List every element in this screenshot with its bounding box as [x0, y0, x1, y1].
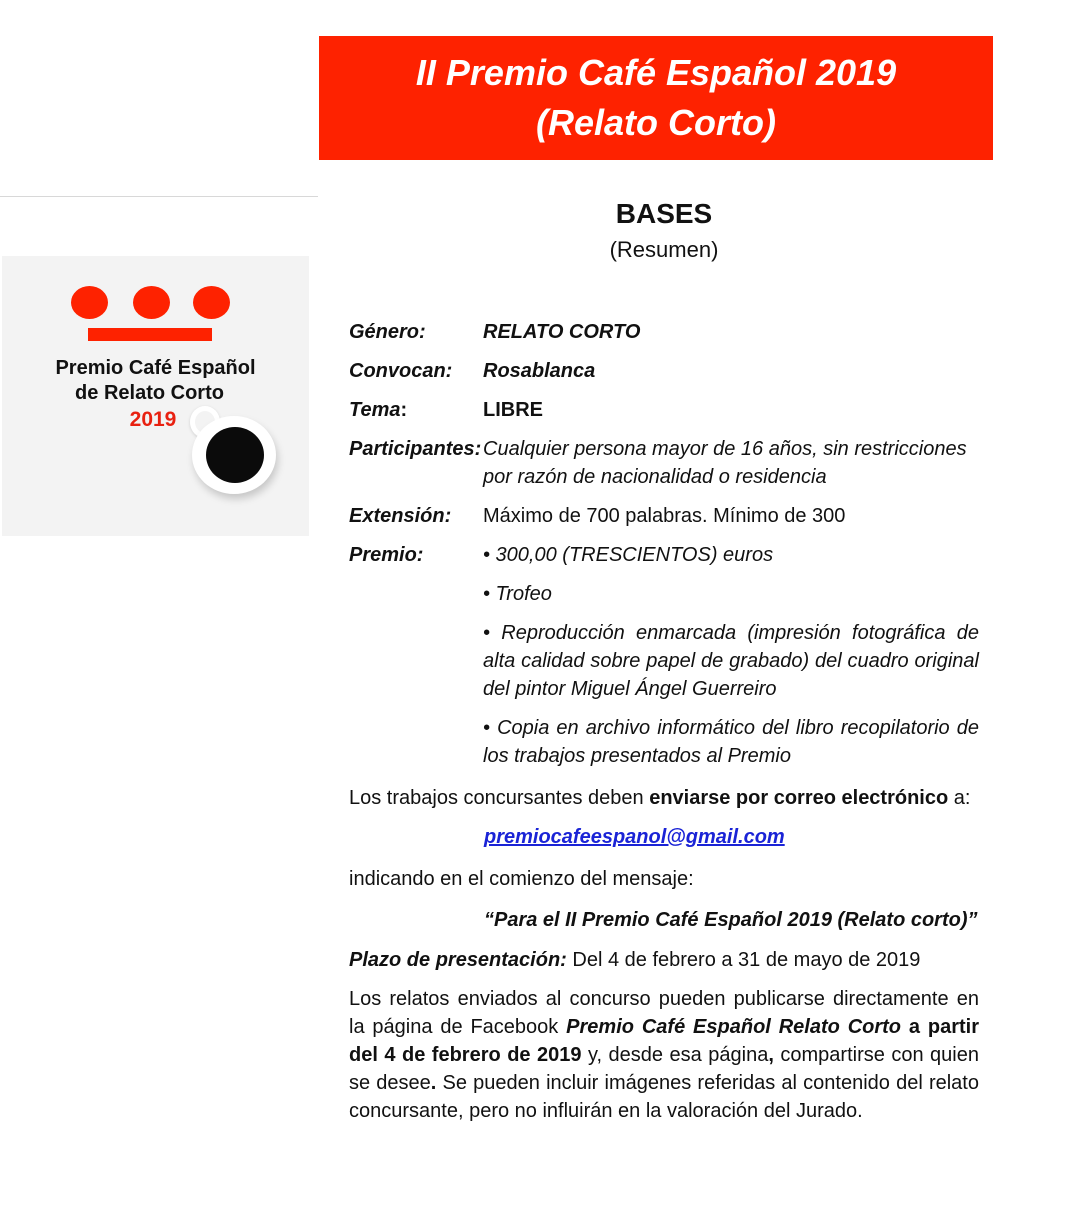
field-label: Extensión:: [349, 505, 452, 527]
field-value: RELATO CORTO: [483, 321, 641, 343]
field-value: Cualquier persona mayor de 16 años, sin restricciones por razón de nacionalidad o residencia: [483, 438, 967, 488]
coffee-cup-icon: [192, 416, 276, 494]
field-participantes: [349, 435, 979, 491]
deadline-value: Del 4 de febrero a 31 de mayo de 2019: [566, 949, 921, 971]
logo-dot-2: [133, 286, 170, 319]
field-convocan: [349, 357, 979, 385]
final-part5: ,: [768, 1044, 774, 1066]
section-title: BASES: [615, 198, 713, 229]
logo-dot-3: [193, 286, 230, 319]
field-label-colon: :: [400, 399, 408, 421]
logo-bar: [88, 328, 212, 341]
deadline-line: [349, 946, 979, 974]
field-label: [349, 396, 483, 424]
field-value: Máximo de 700 palabras. Mínimo de 300: [483, 505, 846, 527]
final-part3: a partir del 4 de febrero de 2019: [349, 1016, 980, 1066]
contest-logo: [2, 256, 309, 536]
prize-item: • Reproducción enmarcada (impresión fotográfica de alta calidad sobre papel de grabado) del cuadro original del pintor Miguel Ángel Guerreiro: [483, 622, 979, 700]
facebook-page-name: Premio Café Español Relato Corto: [566, 1016, 902, 1038]
field-label-text: Tema: [349, 399, 401, 421]
logo-text-line2: de Relato Corto: [75, 382, 224, 404]
field-label: Convocan:: [349, 360, 453, 382]
logo-text-line1: Premio Café Español: [55, 357, 256, 379]
field-genero: [349, 318, 979, 346]
field-tema: [349, 396, 979, 424]
prize-item: • Copia en archivo informático del libro recopilatorio de los trabajos presentados al Premio: [483, 717, 979, 767]
final-part1: Los relatos enviados al concurso pueden publicarse directamente en la página de Facebook: [349, 988, 979, 1038]
send-text-after: a:: [948, 787, 971, 809]
prize-item: • Trofeo: [483, 583, 552, 605]
logo-year: 2019: [129, 408, 177, 431]
field-label: Participantes:: [349, 438, 482, 460]
indicate-text: indicando en el comienzo del mensaje:: [349, 868, 694, 890]
title-banner: [319, 36, 993, 160]
final-part4: y, desde esa página: [581, 1044, 769, 1066]
final-part6: compartirse con quien se desee: [349, 1044, 979, 1094]
prize-item: • 300,00 (TRESCIENTOS) euros: [483, 544, 774, 566]
send-instructions: [349, 784, 979, 812]
final-part7: .: [430, 1072, 437, 1094]
field-value: LIBRE: [483, 399, 543, 421]
field-label: Género:: [349, 321, 426, 343]
send-text-before: Los trabajos concursantes deben: [349, 787, 650, 809]
left-divider: [0, 196, 318, 197]
banner-title-line2: (Relato Corto): [536, 102, 776, 143]
coffee-surface: [206, 427, 264, 483]
banner-title-line1: II Premio Café Español 2019: [415, 52, 897, 93]
field-extension: [349, 502, 979, 530]
deadline-label: Plazo de presentación:: [349, 949, 567, 971]
field-value: Rosablanca: [483, 360, 596, 382]
section-subtitle: (Resumen): [609, 237, 719, 262]
field-label: Premio:: [349, 544, 424, 566]
email-link[interactable]: premiocafeespanol@gmail.com: [484, 826, 785, 848]
publication-paragraph: [349, 985, 979, 1125]
rules-fields: [349, 318, 979, 781]
prize-list: [483, 541, 979, 770]
send-text-bold: enviarse por correo electrónico: [649, 787, 949, 809]
subject-quote: “Para el II Premio Café Español 2019 (Relato corto)”: [484, 909, 978, 931]
final-part8: Se pueden incluir imágenes referidas al contenido del relato concursante, pero no influirán en la valoración del Jurado.: [349, 1072, 979, 1122]
logo-dot-1: [71, 286, 108, 319]
email-line: [484, 823, 984, 851]
field-premio: [349, 541, 979, 770]
